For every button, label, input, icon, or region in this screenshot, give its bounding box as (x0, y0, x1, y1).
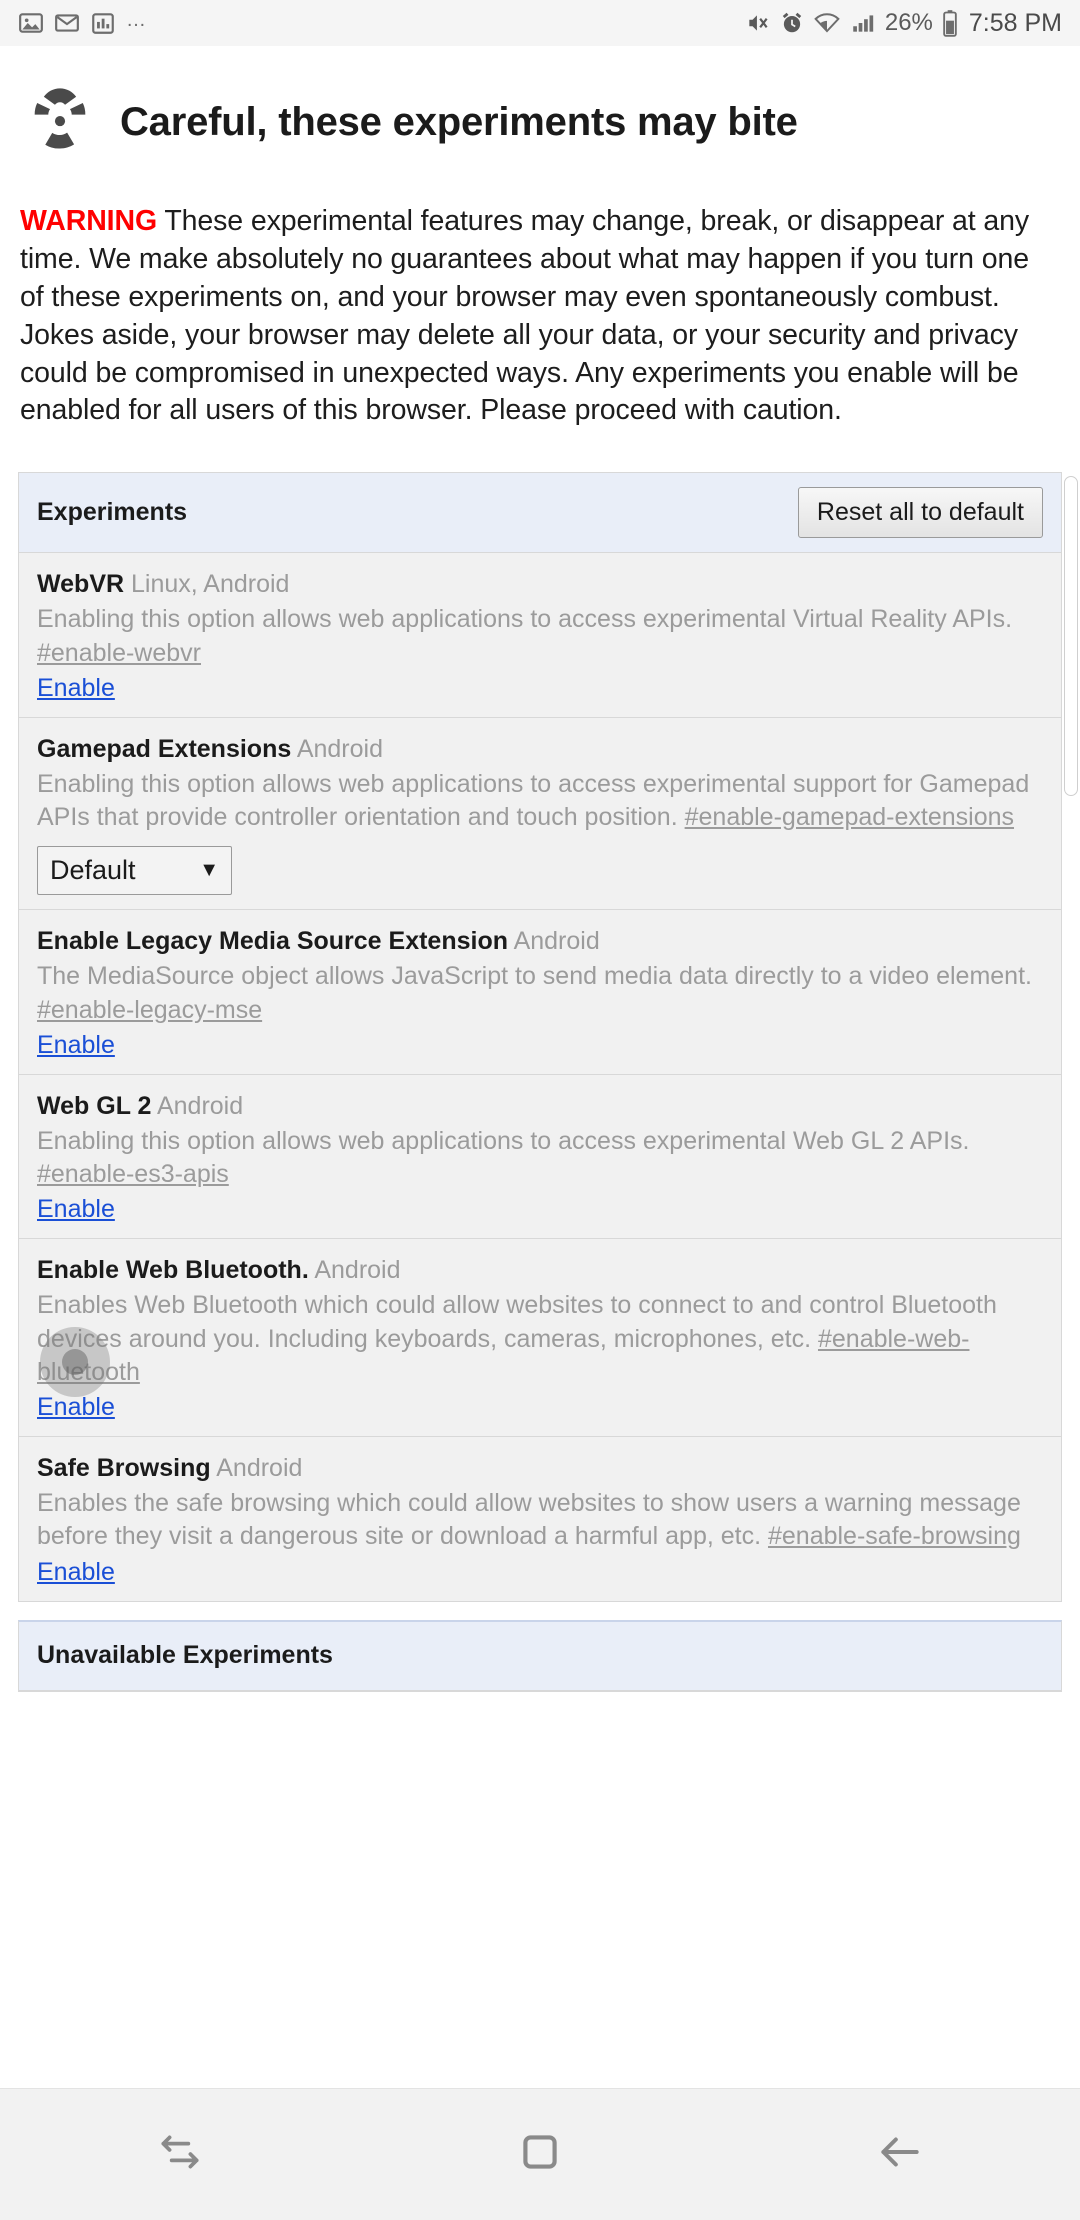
mute-icon (745, 10, 771, 36)
experiment-description-text: Enabling this option allows web applications to access experimental Virtual Reality APIs. (37, 605, 1013, 634)
image-icon (18, 10, 44, 36)
experiment-state-dropdown[interactable] (37, 846, 232, 895)
experiment-platforms: Android (296, 734, 383, 763)
experiment-row-safe-browsing (19, 1437, 1061, 1601)
experiment-platforms: Android (156, 1091, 244, 1120)
unavailable-experiments-panel (18, 1620, 1062, 1691)
warning-paragraph (18, 181, 1062, 430)
back-icon (875, 2127, 925, 2182)
experiment-description (37, 1125, 1043, 1192)
unavailable-experiments-header (19, 1622, 1061, 1690)
experiment-enable-link[interactable]: Enable (37, 673, 115, 702)
recents-button[interactable] (120, 2100, 240, 2210)
experiment-description (37, 1487, 1043, 1554)
experiments-title: Experiments (37, 498, 188, 527)
experiment-row-legacy-mse (19, 910, 1061, 1075)
warning-label: WARNING (20, 205, 158, 237)
experiment-title-line (37, 1255, 1043, 1285)
recents-icon (155, 2127, 205, 2182)
experiment-hash: #enable-webvr (37, 638, 201, 667)
android-navigation-bar (0, 2088, 1080, 2220)
experiment-platforms: Android (216, 1454, 303, 1483)
experiment-hash: #enable-legacy-mse (37, 995, 263, 1024)
experiment-description-text: Enabling this option allows web applications to access experimental support for Gamepad APIs that provide controller orientation and touch position. (37, 769, 1030, 832)
back-button[interactable] (840, 2100, 960, 2210)
experiment-title-line (37, 926, 1043, 956)
experiments-panel (18, 472, 1062, 1601)
experiment-name: Enable Legacy Media Source Extension (37, 927, 508, 956)
experiment-title-line (37, 1091, 1043, 1121)
experiment-description (37, 1289, 1043, 1389)
unavailable-experiments-title: Unavailable Experiments (37, 1641, 333, 1670)
experiments-panel-header (19, 473, 1061, 553)
chart-icon (90, 10, 116, 36)
page-header (18, 46, 1062, 181)
experiment-description-text: Enabling this option allows web applications to access experimental Web GL 2 APIs. (37, 1126, 970, 1155)
experiment-platforms: Linux, Android (131, 570, 290, 599)
experiment-hash: #enable-gamepad-extensions (684, 803, 1015, 832)
experiment-hash: #enable-safe-browsing (767, 1522, 1021, 1551)
status-clock: 7:58 PM (968, 8, 1062, 37)
experiment-name: Gamepad Extensions (37, 734, 292, 763)
experiment-enable-link[interactable]: Enable (37, 1030, 115, 1059)
experiment-name: Safe Browsing (37, 1454, 211, 1483)
wifi-icon (813, 10, 841, 36)
unavailable-experiments-body (18, 1691, 1062, 1735)
battery-icon (941, 9, 959, 37)
experiment-hash: #enable-web-bluetooth (37, 1324, 970, 1386)
experiment-row-webvr (19, 553, 1061, 718)
page-scrollbar[interactable] (1064, 476, 1078, 796)
experiment-name: WebVR (37, 570, 125, 599)
signal-icon (849, 10, 877, 36)
experiment-platforms: Android (513, 927, 600, 956)
radioactive-icon (22, 82, 98, 163)
experiment-enable-link[interactable]: Enable (37, 1195, 115, 1224)
page-title: Careful, these experiments may bite (120, 100, 798, 144)
experiment-row-web-bluetooth (19, 1239, 1061, 1437)
experiment-description-text: Enables the safe browsing which could allow websites to show users a warning message before they visit a dangerous site or download a harmful app, etc. (37, 1489, 1021, 1551)
status-bar-left (18, 10, 148, 36)
flags-page (0, 46, 1080, 2220)
experiment-description-text: The MediaSource object allows JavaScript to send media data directly to a video element. (37, 962, 1032, 991)
experiment-description-text: Enables Web Bluetooth which could allow websites to connect to and control Bluetooth devices around you. Including keyboards, cameras, microphones, etc. (37, 1291, 997, 1353)
experiment-hash: #enable-es3-apis (37, 1160, 229, 1189)
experiment-enable-link[interactable]: Enable (37, 1557, 115, 1586)
chevron-down-icon: ▼ (199, 859, 219, 882)
status-bar-right (745, 9, 1062, 38)
experiment-name: Web GL 2 (37, 1091, 152, 1120)
experiment-description (37, 960, 1043, 1027)
experiment-row-gamepad-extensions (19, 718, 1061, 911)
experiment-name: Enable Web Bluetooth. (37, 1256, 309, 1285)
experiment-row-webgl2 (19, 1075, 1061, 1240)
experiment-enable-link[interactable]: Enable (37, 1393, 115, 1422)
reset-all-to-default-button[interactable]: Reset all to default (798, 487, 1043, 538)
status-overflow-dots: … (126, 9, 148, 31)
experiment-title-line (37, 734, 1043, 764)
gmail-icon (54, 10, 80, 36)
experiment-state-value: Default (50, 855, 136, 886)
home-button[interactable] (480, 2100, 600, 2210)
battery-percent: 26% (884, 9, 933, 36)
experiment-title-line (37, 569, 1043, 599)
alarm-icon (779, 10, 805, 36)
warning-text: These experimental features may change, break, or disappear at any time. We make absolutely no guarantees about what may happen if you turn one of these experiments on, and your browser may even spontaneously combust. Jokes aside, your browser may delete all your data, or your security and privacy could be compromised in unexpected ways. Any experiments you enable will be enabled for all users of this browser. Please proceed with caution. (20, 205, 1030, 427)
experiment-description (37, 603, 1043, 670)
experiment-description (37, 768, 1043, 835)
status-bar (0, 0, 1080, 46)
home-icon (515, 2127, 565, 2182)
experiment-title-line (37, 1453, 1043, 1483)
experiment-platforms: Android (314, 1256, 401, 1285)
